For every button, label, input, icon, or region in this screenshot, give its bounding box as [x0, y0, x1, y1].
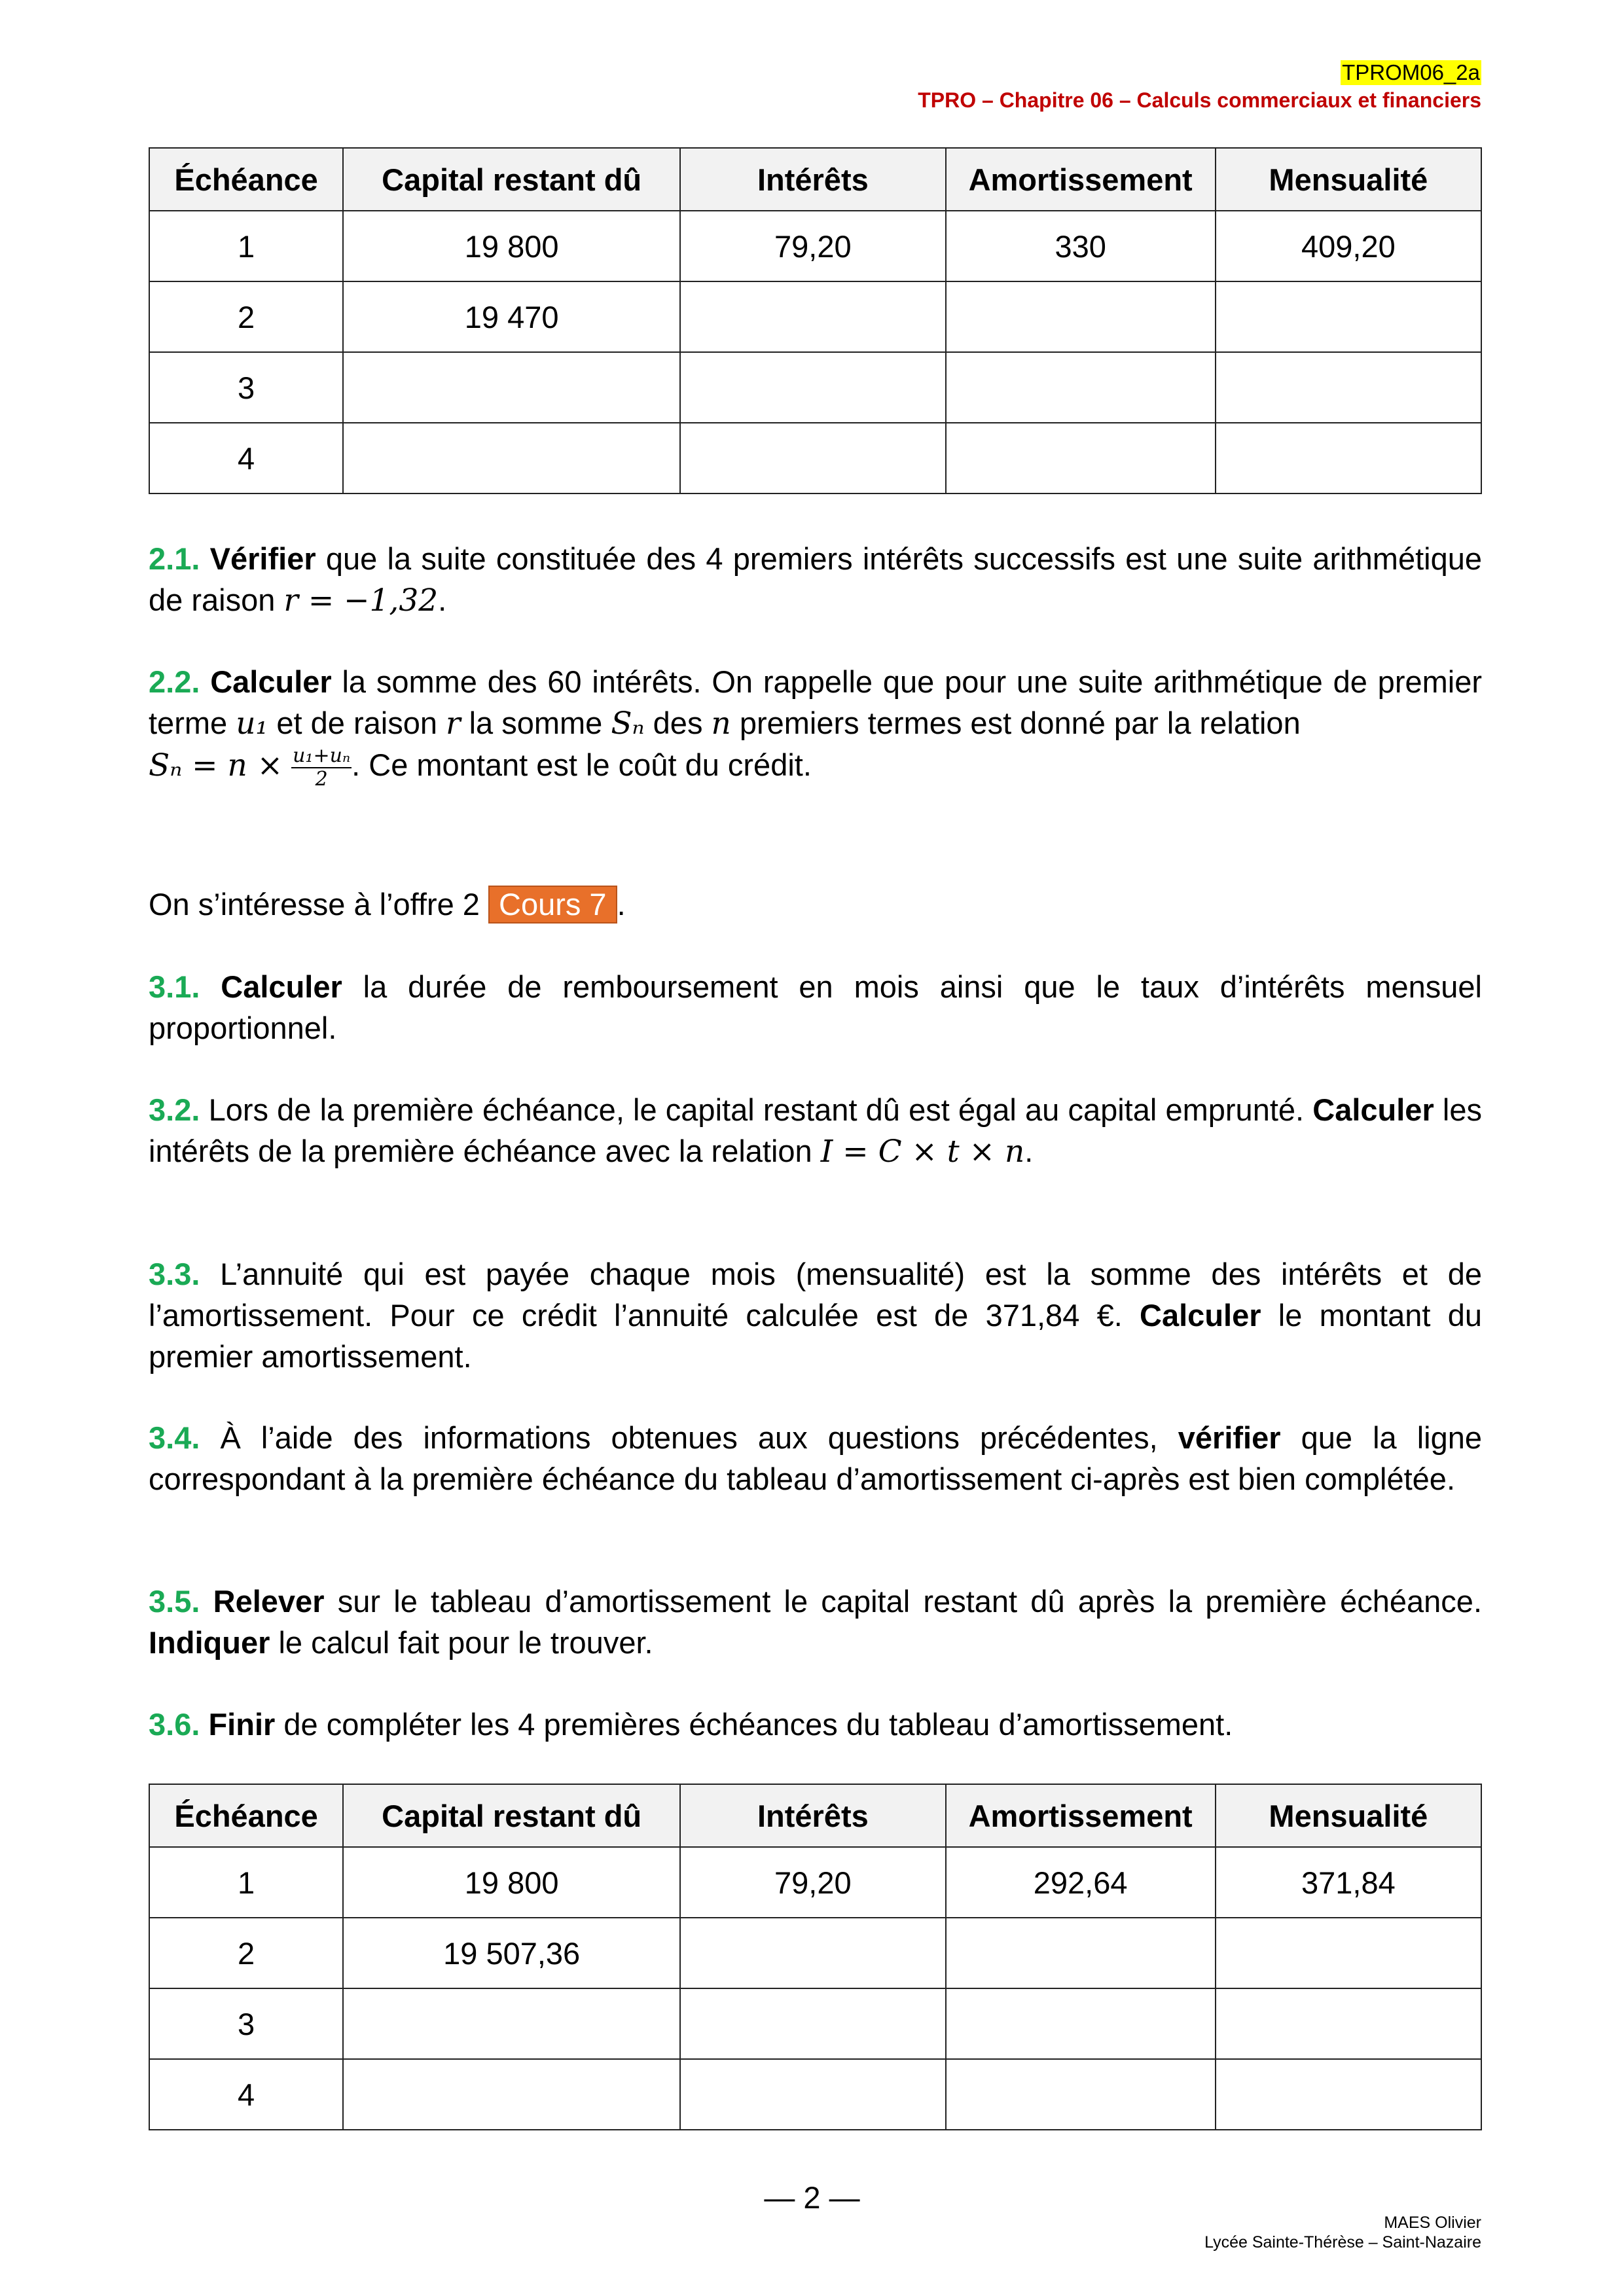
cell	[946, 2059, 1216, 2130]
cell	[343, 2059, 680, 2130]
cell: 4	[149, 2059, 343, 2130]
question-text: la somme	[460, 706, 611, 740]
cell: 79,20	[680, 1847, 945, 1918]
question-verb: Finir	[208, 1707, 276, 1742]
cell	[680, 352, 945, 423]
cell: 1	[149, 1847, 343, 1918]
question-text: la durée de remboursement en mois ainsi que le taux d’intérêts mensuel proportionnel.	[149, 969, 1482, 1045]
table-row	[149, 352, 1481, 423]
cell: 409,20	[1216, 211, 1481, 281]
punctuation: .	[1024, 1134, 1034, 1168]
cell	[946, 1918, 1216, 1988]
punctuation: .	[438, 583, 447, 617]
table-row	[149, 211, 1481, 281]
question-verb: Indiquer	[149, 1625, 270, 1660]
cell	[946, 1988, 1216, 2059]
col-interets: Intérêts	[680, 148, 945, 211]
cell	[946, 281, 1216, 352]
cell	[1216, 2059, 1481, 2130]
math-expression: I = C × t × n	[820, 1134, 1025, 1170]
cell: 1	[149, 211, 343, 281]
cell: 330	[946, 211, 1216, 281]
question-text: Lors de la première échéance, le capital restant dû est égal au capital emprunté.	[200, 1092, 1313, 1127]
cell: 19 470	[343, 281, 680, 352]
question-2-1	[149, 538, 1482, 621]
amortization-table-1	[149, 147, 1482, 494]
question-number: 3.2.	[149, 1092, 200, 1127]
table-row	[149, 1988, 1481, 2059]
question-verb: Calculer	[1312, 1092, 1434, 1127]
table-header-row	[149, 1784, 1481, 1847]
math-sn: Sₙ	[611, 706, 645, 742]
cell: 2	[149, 1918, 343, 1988]
fraction	[291, 745, 352, 791]
table-row	[149, 1847, 1481, 1918]
cell	[1216, 423, 1481, 493]
question-text: L’annuité qui est payée chaque mois (mensualité) est la somme des intérêts et de l’amortissement. Pour ce crédit l’annuité calculée est de 371,84 €.	[149, 1257, 1482, 1333]
question-text: premiers termes est donné par la relation	[731, 706, 1301, 740]
question-text: et de raison	[268, 706, 446, 740]
question-text: le montant du premier amortissement.	[149, 1298, 1482, 1374]
fraction-numerator: u₁+uₙ	[293, 744, 351, 767]
question-3-3	[149, 1253, 1482, 1377]
question-number: 3.3.	[149, 1257, 200, 1291]
question-text: À l’aide des informations obtenues aux questions précédentes,	[200, 1420, 1178, 1455]
question-number: 3.4.	[149, 1420, 200, 1455]
question-text: la somme des 60 intérêts. On rappelle que pour une suite arithmétique de premier terme	[149, 664, 1482, 740]
question-2-2	[149, 661, 1482, 791]
question-verb: vérifier	[1178, 1420, 1281, 1455]
col-echeance: Échéance	[149, 148, 343, 211]
document-code: TPROM06_2a	[1342, 60, 1480, 84]
page-number: — 2 —	[764, 2180, 860, 2215]
cell: 79,20	[680, 211, 945, 281]
question-text: . Ce montant est le coût du crédit.	[352, 747, 812, 782]
question-verb: Calculer	[1140, 1298, 1261, 1333]
cell	[946, 352, 1216, 423]
cell: 4	[149, 423, 343, 493]
col-amortissement: Amortissement	[946, 148, 1216, 211]
question-verb: Calculer	[210, 664, 332, 699]
offer-line	[149, 884, 1482, 925]
cell	[680, 423, 945, 493]
question-3-5	[149, 1581, 1482, 1663]
question-verb: Vérifier	[209, 541, 316, 576]
cell	[680, 281, 945, 352]
question-number: 3.5.	[149, 1584, 200, 1619]
math-r: r	[446, 706, 461, 742]
footer-author: MAES Olivier	[1384, 2214, 1481, 2232]
math-u1: u₁	[236, 706, 268, 742]
cell	[1216, 1918, 1481, 1988]
question-number: 3.6.	[149, 1707, 200, 1742]
question-text: sur le tableau d’amortissement le capital restant dû après la première échéance.	[324, 1584, 1483, 1619]
footer-school: Lycée Sainte-Thérèse – Saint-Nazaire	[1204, 2233, 1481, 2251]
col-interets: Intérêts	[680, 1784, 945, 1847]
question-3-2	[149, 1089, 1482, 1172]
question-text: les intérêts de la première échéance avec la relation	[149, 1092, 1482, 1168]
table-row	[149, 281, 1481, 352]
cell	[343, 352, 680, 423]
question-text: le calcul fait pour le trouver.	[270, 1625, 653, 1660]
formula-sum: Sₙ = n ×	[149, 747, 283, 783]
math-n: n	[711, 706, 731, 742]
cell: 2	[149, 281, 343, 352]
cell	[946, 423, 1216, 493]
question-number: 2.1.	[149, 541, 200, 576]
course-reference-badge[interactable]: Cours 7	[488, 886, 617, 924]
question-number: 3.1.	[149, 969, 200, 1004]
cell: 19 507,36	[343, 1918, 680, 1988]
cell: 3	[149, 1988, 343, 2059]
question-verb: Relever	[213, 1584, 325, 1619]
question-3-4	[149, 1417, 1482, 1499]
document-title: TPRO – Chapitre 06 – Calculs commerciaux et financiers	[918, 88, 1481, 112]
math-expression: r = −1,32	[283, 583, 439, 619]
cell: 3	[149, 352, 343, 423]
punctuation: .	[617, 887, 626, 922]
table-header-row	[149, 148, 1481, 211]
table-row	[149, 1918, 1481, 1988]
offer-text: On s’intéresse à l’offre 2	[149, 887, 488, 922]
question-text: que la ligne correspondant à la première échéance du tableau d’amortissement ci-après est bien complétée.	[149, 1420, 1482, 1496]
fraction-denominator: 2	[315, 767, 328, 791]
cell	[1216, 352, 1481, 423]
col-mensualite: Mensualité	[1216, 148, 1481, 211]
cell: 371,84	[1216, 1847, 1481, 1918]
cell	[680, 2059, 945, 2130]
amortization-table-2	[149, 1784, 1482, 2130]
cell	[343, 1988, 680, 2059]
cell: 19 800	[343, 211, 680, 281]
col-echeance: Échéance	[149, 1784, 343, 1847]
col-capital: Capital restant dû	[343, 1784, 680, 1847]
cell: 292,64	[946, 1847, 1216, 1918]
cell	[680, 1988, 945, 2059]
question-3-6	[149, 1704, 1482, 1745]
cell	[1216, 1988, 1481, 2059]
question-text: de compléter les 4 premières échéances du tableau d’amortissement.	[275, 1707, 1233, 1742]
question-text: des	[644, 706, 712, 740]
cell	[1216, 281, 1481, 352]
question-text: que la suite constituée des 4 premiers intérêts successifs est une suite arithmétique de raison	[149, 541, 1483, 617]
col-mensualite: Mensualité	[1216, 1784, 1481, 1847]
cell	[343, 423, 680, 493]
table-row	[149, 423, 1481, 493]
col-amortissement: Amortissement	[946, 1784, 1216, 1847]
question-3-1	[149, 966, 1482, 1049]
cell: 19 800	[343, 1847, 680, 1918]
cell	[680, 1918, 945, 1988]
col-capital: Capital restant dû	[343, 148, 680, 211]
question-number: 2.2.	[149, 664, 200, 699]
question-verb: Calculer	[221, 969, 342, 1004]
table-row	[149, 2059, 1481, 2130]
